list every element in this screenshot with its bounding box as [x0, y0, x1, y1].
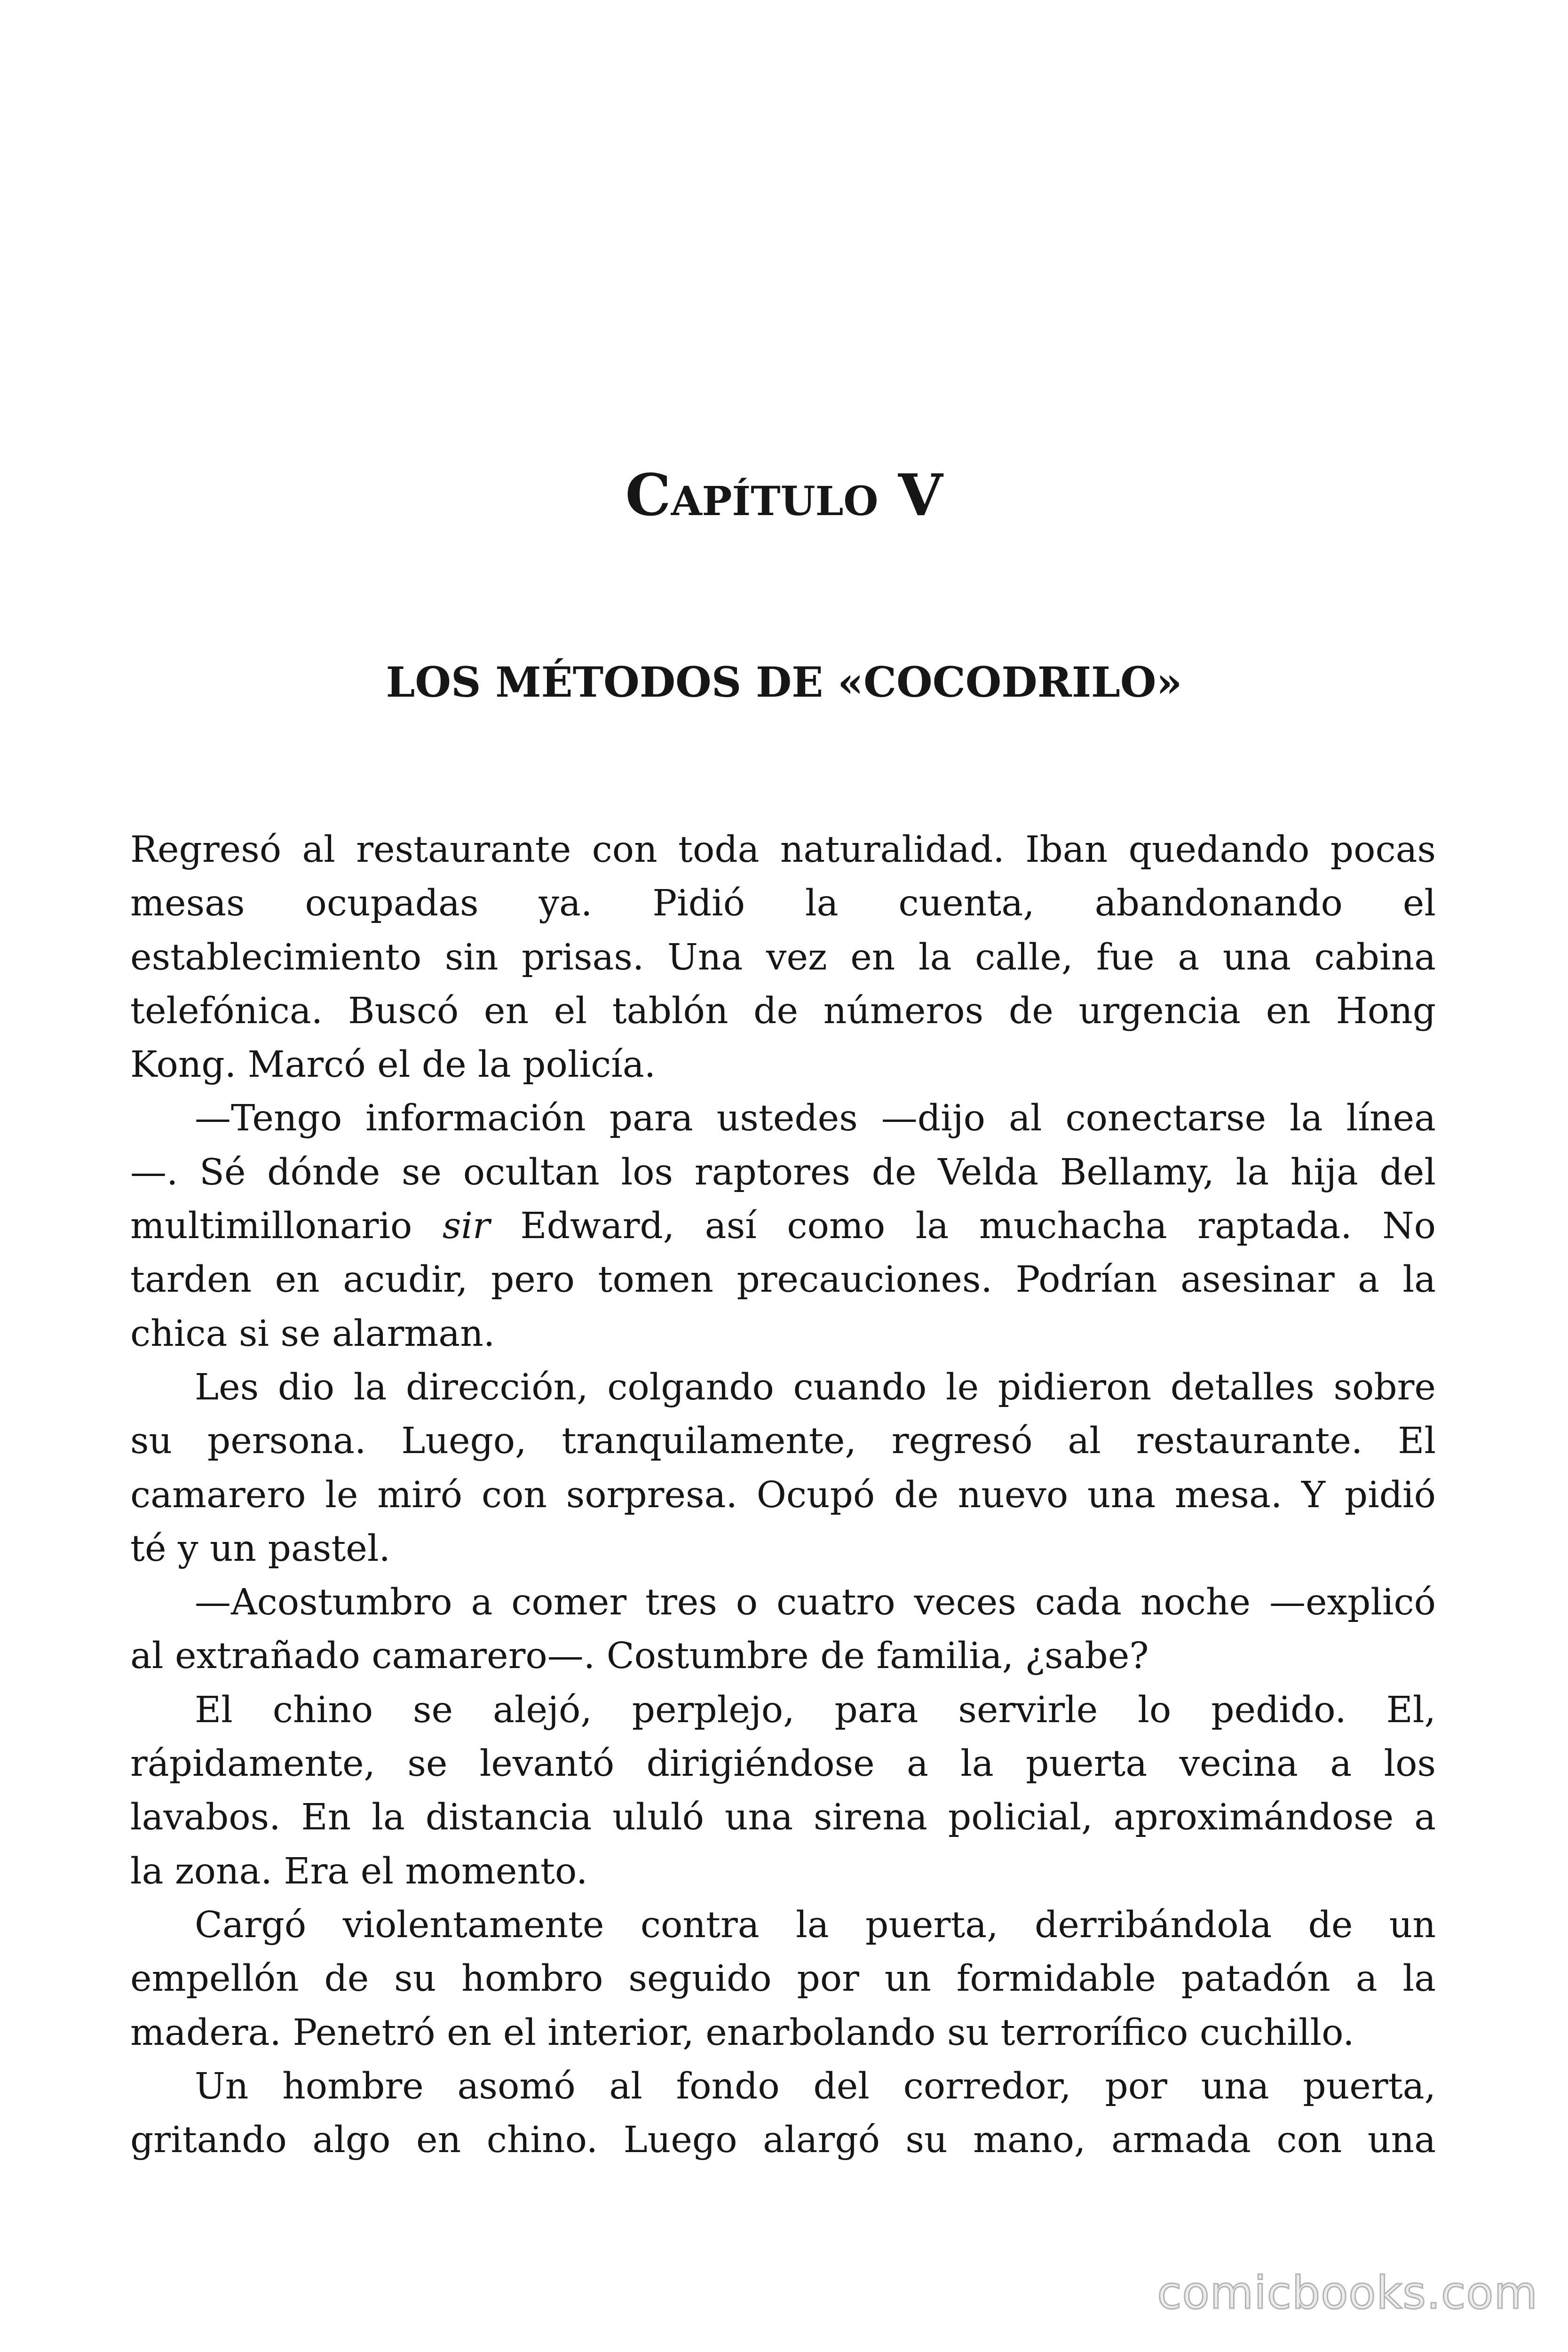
text-fragment: multimillonario	[130, 1205, 412, 1248]
text-line: Cargó violentamente contra la puerta, derribándola de un	[195, 1904, 1436, 1946]
body-text	[130, 823, 1436, 2167]
text-line: chica si se alarman.	[130, 1312, 495, 1355]
text-line: empellón de su hombro seguido por un formidable patadón a la	[130, 1958, 1436, 2000]
text-line: Kong. Marcó el de la policía.	[130, 1044, 656, 1086]
chapter-label: Capítulo V	[625, 461, 943, 529]
paragraph	[130, 1684, 1436, 1899]
text-line: —Acostumbro a comer tres o cuatro veces cada noche —explicó	[195, 1581, 1436, 1624]
text-line: al extrañado camarero—. Costumbre de familia, ¿sabe?	[130, 1635, 1149, 1677]
text-line: gritando algo en chino. Luego alargó su mano, armada con una	[130, 2119, 1436, 2161]
text-line: lavabos. En la distancia ululó una sirena policial, aproximándose a	[130, 1796, 1436, 1839]
text-line: establecimiento sin prisas. Una vez en la calle, fue a una cabina	[130, 936, 1436, 978]
paragraph	[130, 1576, 1436, 1684]
text-line: mesas ocupadas ya. Pidió la cuenta, abandonando el	[130, 882, 1436, 925]
text-line: —Tengo información para ustedes —dijo al conectarse la línea	[195, 1097, 1436, 1140]
text-line: rápidamente, se levantó dirigiéndose a la puerta vecina a los	[130, 1743, 1436, 1785]
paragraph	[130, 823, 1436, 1092]
text-line: la zona. Era el momento.	[130, 1850, 588, 1892]
text-line: —. Sé dónde se ocultan los raptores de Velda Bellamy, la hija del	[130, 1151, 1436, 1193]
chapter-title: LOS MÉTODOS DE «COCODRILO»	[386, 658, 1182, 707]
text-line: té y un pastel.	[130, 1527, 390, 1570]
text-line: Les dio la dirección, colgando cuando le pidieron detalles sobre	[195, 1366, 1436, 1408]
text-line: El chino se alejó, perplejo, para servirle lo pedido. El,	[195, 1689, 1436, 1731]
text-line: madera. Penetró en el interior, enarbolando su terrorífico cuchillo.	[130, 2011, 1354, 2054]
text-line: telefónica. Buscó en el tablón de números de urgencia en Hong	[130, 990, 1436, 1032]
paragraph	[130, 2060, 1436, 2168]
italic-text: sir	[442, 1205, 490, 1248]
text-line: Un hombre asomó al fondo del corredor, por una puerta,	[195, 2065, 1436, 2107]
paragraph	[130, 1899, 1436, 2060]
watermark: comicbooks.com	[1157, 2267, 1538, 2319]
text-line: tarden en acudir, pero tomen precauciones. Podrían asesinar a la	[130, 1259, 1436, 1301]
text-fragment: Edward, así como la muchacha raptada. No	[520, 1205, 1436, 1248]
text-line	[130, 1200, 1436, 1253]
text-line: Regresó al restaurante con toda naturalidad. Iban quedando pocas	[130, 829, 1436, 871]
paragraph	[130, 1092, 1436, 1360]
text-line: camarero le miró con sorpresa. Ocupó de nuevo una mesa. Y pidió	[130, 1474, 1436, 1516]
paragraph	[130, 1361, 1436, 1576]
text-line: su persona. Luego, tranquilamente, regresó al restaurante. El	[130, 1420, 1436, 1462]
